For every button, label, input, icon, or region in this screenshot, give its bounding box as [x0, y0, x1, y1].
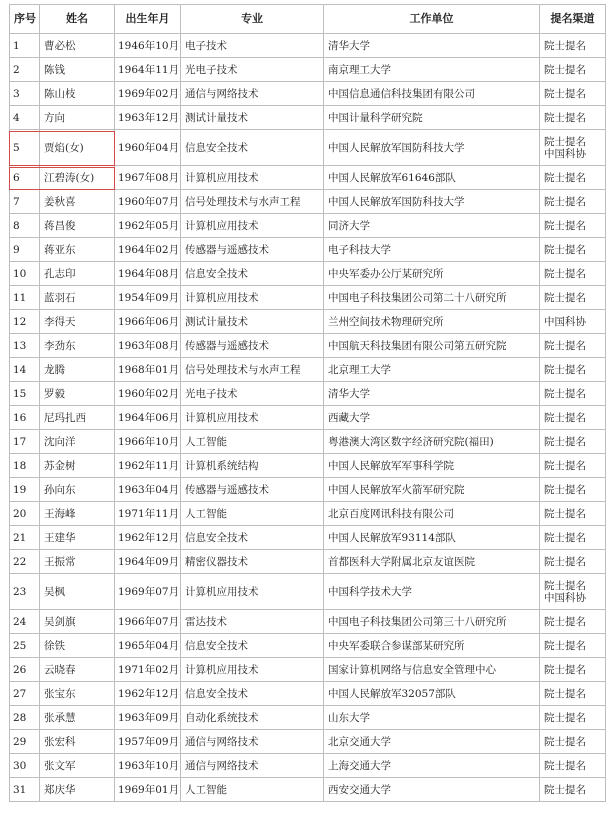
- cell-major: 精密仪器技术: [181, 550, 324, 574]
- cell-employer: 清华大学: [324, 382, 540, 406]
- cell-birth: 1965年04月: [115, 634, 181, 658]
- cell-name: 蓝羽石: [40, 286, 115, 310]
- cell-employer: 中国人民解放军国防科技大学: [324, 130, 540, 166]
- cell-channel: 院士提名: [540, 166, 606, 190]
- cell-channel: [540, 130, 606, 166]
- cell-major: 计算机应用技术: [181, 214, 324, 238]
- cell-employer: 西藏大学: [324, 406, 540, 430]
- cell-name: 张宝东: [40, 682, 115, 706]
- cell-channel: 院士提名: [540, 334, 606, 358]
- table-row: [10, 214, 606, 238]
- cell-channel: 院士提名: [540, 106, 606, 130]
- cell-index: 3: [10, 82, 40, 106]
- cell-name: 徐铁: [40, 634, 115, 658]
- cell-major: 人工智能: [181, 778, 324, 802]
- cell-birth: 1968年01月: [115, 358, 181, 382]
- cell-employer: 粤港澳大湾区数字经济研究院(福田): [324, 430, 540, 454]
- table-row: [10, 574, 606, 610]
- cell-birth: 1966年10月: [115, 430, 181, 454]
- cell-employer: 中国人民解放军火箭军研究院: [324, 478, 540, 502]
- cell-channel: [540, 574, 606, 610]
- cell-birth: 1971年02月: [115, 658, 181, 682]
- candidate-table-wrapper: [9, 4, 605, 802]
- header-major: 专业: [181, 5, 324, 34]
- cell-index: 8: [10, 214, 40, 238]
- cell-major: 计算机应用技术: [181, 286, 324, 310]
- table-row: [10, 610, 606, 634]
- cell-birth: 1964年02月: [115, 238, 181, 262]
- cell-index: 17: [10, 430, 40, 454]
- cell-name: 孙向东: [40, 478, 115, 502]
- cell-employer: 山东大学: [324, 706, 540, 730]
- cell-major: 计算机系统结构: [181, 454, 324, 478]
- cell-name: 贾焰(女): [40, 130, 115, 166]
- cell-name: 孔志印: [40, 262, 115, 286]
- cell-major: 传感器与遥感技术: [181, 238, 324, 262]
- cell-channel: 院士提名: [540, 58, 606, 82]
- cell-major: 信息安全技术: [181, 526, 324, 550]
- cell-birth: 1963年10月: [115, 754, 181, 778]
- cell-index: 14: [10, 358, 40, 382]
- cell-channel: 院士提名: [540, 82, 606, 106]
- cell-major: 信息安全技术: [181, 682, 324, 706]
- cell-name: 蒋亚东: [40, 238, 115, 262]
- cell-major: 通信与网络技术: [181, 730, 324, 754]
- header-channel: 提名渠道: [540, 5, 606, 34]
- header-birth: 出生年月: [115, 5, 181, 34]
- cell-name: 郑庆华: [40, 778, 115, 802]
- table-row: [10, 526, 606, 550]
- cell-major: 自动化系统技术: [181, 706, 324, 730]
- cell-employer: 电子科技大学: [324, 238, 540, 262]
- cell-employer: 中国电子科技集团公司第二十八研究所: [324, 286, 540, 310]
- cell-name: 李得天: [40, 310, 115, 334]
- cell-employer: 中国信息通信科技集团有限公司: [324, 82, 540, 106]
- cell-index: 13: [10, 334, 40, 358]
- table-row: [10, 358, 606, 382]
- cell-employer: 中国科学技术大学: [324, 574, 540, 610]
- table-row: [10, 778, 606, 802]
- cell-birth: 1960年07月: [115, 190, 181, 214]
- table-row: [10, 502, 606, 526]
- table-row: [10, 682, 606, 706]
- cell-index: 11: [10, 286, 40, 310]
- table-row: [10, 478, 606, 502]
- cell-channel: 院士提名: [540, 610, 606, 634]
- cell-birth: 1962年12月: [115, 682, 181, 706]
- cell-major: 计算机应用技术: [181, 574, 324, 610]
- channel-line: 中国科协: [544, 147, 586, 160]
- cell-employer: 上海交通大学: [324, 754, 540, 778]
- cell-major: 通信与网络技术: [181, 754, 324, 778]
- cell-birth: 1963年12月: [115, 106, 181, 130]
- cell-employer: 兰州空间技术物理研究所: [324, 310, 540, 334]
- candidate-table: [9, 4, 606, 802]
- table-row: [10, 166, 606, 190]
- cell-index: 18: [10, 454, 40, 478]
- cell-name: 尼玛扎西: [40, 406, 115, 430]
- table-row: [10, 382, 606, 406]
- table-header-row: [10, 5, 606, 34]
- cell-major: 电子技术: [181, 34, 324, 58]
- cell-channel: 院士提名: [540, 778, 606, 802]
- cell-channel: 院士提名: [540, 238, 606, 262]
- cell-employer: 中国人民解放军32057部队: [324, 682, 540, 706]
- header-name: 姓名: [40, 5, 115, 34]
- cell-name: 王建华: [40, 526, 115, 550]
- cell-channel: 院士提名: [540, 706, 606, 730]
- table-row: [10, 106, 606, 130]
- cell-major: 信息安全技术: [181, 130, 324, 166]
- cell-employer: 西安交通大学: [324, 778, 540, 802]
- cell-index: 27: [10, 682, 40, 706]
- table-row: [10, 454, 606, 478]
- table-row: [10, 190, 606, 214]
- table-row: [10, 238, 606, 262]
- cell-index: 9: [10, 238, 40, 262]
- cell-index: 21: [10, 526, 40, 550]
- table-row: [10, 58, 606, 82]
- table-row: [10, 550, 606, 574]
- cell-major: 信号处理技术与水声工程: [181, 358, 324, 382]
- cell-major: 光电子技术: [181, 58, 324, 82]
- cell-major: 信号处理技术与水声工程: [181, 190, 324, 214]
- cell-employer: 中国人民解放军61646部队: [324, 166, 540, 190]
- table-row: [10, 34, 606, 58]
- header-index: 序号: [10, 5, 40, 34]
- cell-employer: 中国电子科技集团公司第三十八研究所: [324, 610, 540, 634]
- cell-major: 计算机应用技术: [181, 658, 324, 682]
- cell-channel: 院士提名: [540, 214, 606, 238]
- cell-name: 陈钱: [40, 58, 115, 82]
- cell-channel: 院士提名: [540, 382, 606, 406]
- cell-name: 曹必松: [40, 34, 115, 58]
- cell-employer: 南京理工大学: [324, 58, 540, 82]
- cell-birth: 1962年05月: [115, 214, 181, 238]
- cell-name: 苏金树: [40, 454, 115, 478]
- cell-index: 30: [10, 754, 40, 778]
- cell-index: 29: [10, 730, 40, 754]
- cell-index: 6: [10, 166, 40, 190]
- cell-birth: 1963年04月: [115, 478, 181, 502]
- cell-employer: 中国人民解放军军事科学院: [324, 454, 540, 478]
- table-row: [10, 286, 606, 310]
- cell-major: 人工智能: [181, 430, 324, 454]
- cell-major: 信息安全技术: [181, 634, 324, 658]
- table-row: [10, 334, 606, 358]
- cell-name: 吴枫: [40, 574, 115, 610]
- cell-employer: 中央军委联合参谋部某研究所: [324, 634, 540, 658]
- cell-birth: 1946年10月: [115, 34, 181, 58]
- cell-channel: 院士提名: [540, 430, 606, 454]
- cell-birth: 1969年02月: [115, 82, 181, 106]
- cell-major: 通信与网络技术: [181, 82, 324, 106]
- cell-employer: 中国计量科学研究院: [324, 106, 540, 130]
- cell-index: 22: [10, 550, 40, 574]
- cell-channel: 院士提名: [540, 526, 606, 550]
- table-body: [10, 34, 606, 802]
- cell-name: 张宏科: [40, 730, 115, 754]
- cell-birth: 1964年06月: [115, 406, 181, 430]
- cell-birth: 1957年09月: [115, 730, 181, 754]
- cell-major: 测试计量技术: [181, 310, 324, 334]
- cell-employer: 同济大学: [324, 214, 540, 238]
- cell-employer: 国家计算机网络与信息安全管理中心: [324, 658, 540, 682]
- cell-index: 19: [10, 478, 40, 502]
- table-row: [10, 262, 606, 286]
- table-row: [10, 730, 606, 754]
- cell-index: 7: [10, 190, 40, 214]
- cell-birth: 1960年02月: [115, 382, 181, 406]
- cell-major: 人工智能: [181, 502, 324, 526]
- cell-index: 25: [10, 634, 40, 658]
- cell-major: 信息安全技术: [181, 262, 324, 286]
- cell-birth: 1962年12月: [115, 526, 181, 550]
- cell-major: 光电子技术: [181, 382, 324, 406]
- cell-birth: 1954年09月: [115, 286, 181, 310]
- cell-employer: 北京交通大学: [324, 730, 540, 754]
- cell-channel: 院士提名: [540, 358, 606, 382]
- cell-major: 计算机应用技术: [181, 166, 324, 190]
- cell-channel: 院士提名: [540, 502, 606, 526]
- cell-index: 10: [10, 262, 40, 286]
- cell-name: 方向: [40, 106, 115, 130]
- cell-employer: 中国航天科技集团有限公司第五研究院: [324, 334, 540, 358]
- cell-index: 31: [10, 778, 40, 802]
- table-row: [10, 82, 606, 106]
- cell-name: 王海峰: [40, 502, 115, 526]
- table-row: [10, 754, 606, 778]
- cell-birth: 1963年09月: [115, 706, 181, 730]
- table-row: [10, 658, 606, 682]
- cell-birth: 1962年11月: [115, 454, 181, 478]
- cell-name: 张文军: [40, 754, 115, 778]
- cell-birth: 1963年08月: [115, 334, 181, 358]
- cell-index: 15: [10, 382, 40, 406]
- cell-employer: 北京理工大学: [324, 358, 540, 382]
- cell-name: 罗毅: [40, 382, 115, 406]
- cell-channel: 院士提名: [540, 406, 606, 430]
- table-row: [10, 634, 606, 658]
- cell-name: 李劲东: [40, 334, 115, 358]
- table-row: [10, 310, 606, 334]
- cell-index: 16: [10, 406, 40, 430]
- cell-channel: 院士提名: [540, 454, 606, 478]
- cell-employer: 中国人民解放军国防科技大学: [324, 190, 540, 214]
- channel-line: 院士提名: [544, 135, 586, 148]
- cell-name: 云晓春: [40, 658, 115, 682]
- cell-major: 测试计量技术: [181, 106, 324, 130]
- cell-index: 24: [10, 610, 40, 634]
- cell-name: 龙腾: [40, 358, 115, 382]
- cell-channel: 院士提名: [540, 262, 606, 286]
- cell-birth: 1964年08月: [115, 262, 181, 286]
- cell-name: 沈向洋: [40, 430, 115, 454]
- cell-name: 张承慧: [40, 706, 115, 730]
- channel-line: 中国科协: [544, 591, 586, 604]
- cell-index: 12: [10, 310, 40, 334]
- cell-employer: 清华大学: [324, 34, 540, 58]
- cell-major: 计算机应用技术: [181, 406, 324, 430]
- cell-index: 20: [10, 502, 40, 526]
- cell-birth: 1964年11月: [115, 58, 181, 82]
- cell-birth: 1964年09月: [115, 550, 181, 574]
- cell-name: 江碧涛(女): [40, 166, 115, 190]
- cell-channel: 院士提名: [540, 286, 606, 310]
- cell-channel: 院士提名: [540, 754, 606, 778]
- cell-employer: 中央军委办公厅某研究所: [324, 262, 540, 286]
- cell-major: 雷达技术: [181, 610, 324, 634]
- cell-channel: 院士提名: [540, 34, 606, 58]
- cell-channel: 中国科协: [540, 310, 606, 334]
- cell-index: 28: [10, 706, 40, 730]
- channel-line: 院士提名: [544, 579, 586, 592]
- cell-birth: 1969年07月: [115, 574, 181, 610]
- cell-channel: 院士提名: [540, 190, 606, 214]
- cell-index: 5: [10, 130, 40, 166]
- table-row: [10, 706, 606, 730]
- cell-name: 王振常: [40, 550, 115, 574]
- cell-channel: 院士提名: [540, 634, 606, 658]
- cell-index: 4: [10, 106, 40, 130]
- cell-birth: 1966年06月: [115, 310, 181, 334]
- cell-index: 1: [10, 34, 40, 58]
- cell-birth: 1960年04月: [115, 130, 181, 166]
- cell-index: 2: [10, 58, 40, 82]
- cell-channel: 院士提名: [540, 550, 606, 574]
- cell-employer: 首都医科大学附属北京友谊医院: [324, 550, 540, 574]
- cell-channel: 院士提名: [540, 478, 606, 502]
- cell-channel: 院士提名: [540, 658, 606, 682]
- cell-channel: 院士提名: [540, 730, 606, 754]
- table-row: [10, 430, 606, 454]
- table-row: [10, 130, 606, 166]
- cell-name: 蒋昌俊: [40, 214, 115, 238]
- cell-employer: 北京百度网讯科技有限公司: [324, 502, 540, 526]
- cell-channel: 院士提名: [540, 682, 606, 706]
- cell-index: 23: [10, 574, 40, 610]
- cell-name: 姜秋喜: [40, 190, 115, 214]
- cell-major: 传感器与遥感技术: [181, 478, 324, 502]
- cell-birth: 1969年01月: [115, 778, 181, 802]
- table-row: [10, 406, 606, 430]
- cell-birth: 1971年11月: [115, 502, 181, 526]
- cell-major: 传感器与遥感技术: [181, 334, 324, 358]
- cell-birth: 1967年08月: [115, 166, 181, 190]
- cell-index: 26: [10, 658, 40, 682]
- cell-employer: 中国人民解放军93114部队: [324, 526, 540, 550]
- cell-birth: 1966年07月: [115, 610, 181, 634]
- cell-name: 陈山枝: [40, 82, 115, 106]
- header-employer: 工作单位: [324, 5, 540, 34]
- cell-name: 吴剑旗: [40, 610, 115, 634]
